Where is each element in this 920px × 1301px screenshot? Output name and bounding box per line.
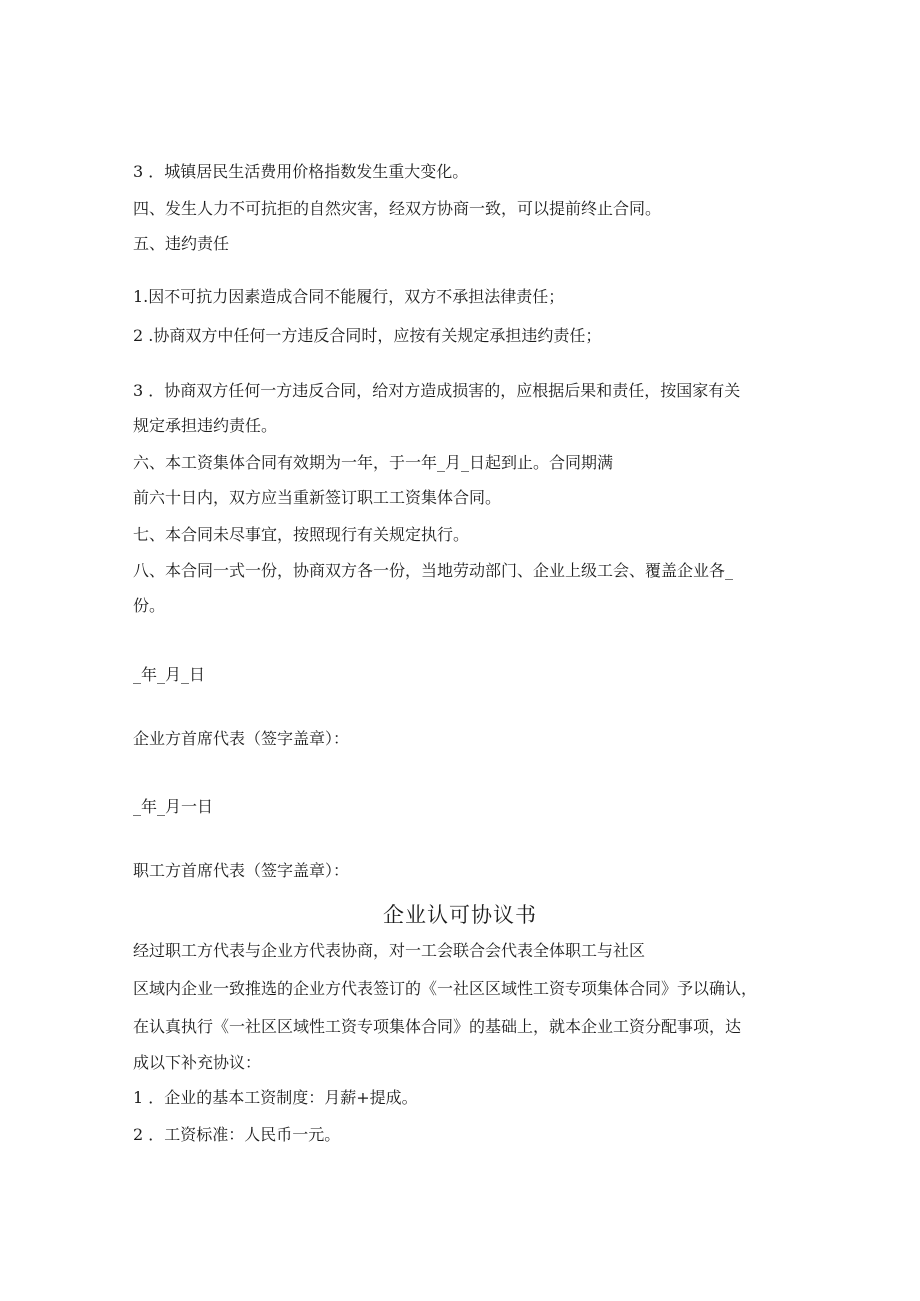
text-line: 份。 <box>133 596 166 615</box>
text-line: 八、本合同一式一份，协商双方各一份，当地劳动部门、企业上级工会、覆盖企业各_ <box>133 561 734 580</box>
text-line: 3 ．协商双方任何一方违反合同，给对方造成损害的，应根据后果和责任，按国家有关 <box>133 381 741 400</box>
document-title: 企业认可协议书 <box>383 903 537 927</box>
text-line: 3 ．城镇居民生活费用价格指数发生重大变化。 <box>133 162 469 181</box>
text-line: 在认真执行《一社区区域性工资专项集体合同》的基础上，就本企业工资分配事项，达 <box>133 1017 742 1036</box>
list-item: 1 ．企业的基本工资制度：月薪+提成。 <box>133 1088 418 1107</box>
enterprise-representative-label: 企业方首席代表（签字盖章）： <box>133 729 350 748</box>
text-line: 区域内企业一致推选的企业方代表签订的《一社区区域性工资专项集体合同》予以确认， <box>133 979 758 998</box>
text-line: 前六十日内，双方应当重新签订职工工资集体合同。 <box>133 488 502 507</box>
signature-date: _年_月_日 <box>133 665 206 684</box>
section-heading: 五、违约责任 <box>133 234 230 253</box>
text-line: 2 .协商双方中任何一方违反合同时，应按有关规定承担违约责任； <box>133 326 602 345</box>
list-item: 2 ．工资标准：人民币一元。 <box>133 1125 341 1144</box>
text-line: 成以下补充协议： <box>133 1053 262 1072</box>
text-line: 规定承担违约责任。 <box>133 416 278 435</box>
text-line: 经过职工方代表与企业方代表协商，对一工会联合会代表全体职工与社区 <box>133 941 646 960</box>
text-line: 七、本合同未尽事宜，按照现行有关规定执行。 <box>133 525 470 544</box>
text-line: 1.因不可抗力因素造成合同不能履行，双方不承担法律责任； <box>133 287 565 306</box>
text-line: 四、发生人力不可抗拒的自然灾害，经双方协商一致，可以提前终止合同。 <box>133 199 662 218</box>
signature-date: _年_月一日 <box>133 797 214 816</box>
text-line: 六、本工资集体合同有效期为一年，于一年_月_日起到止。合同期满 <box>133 453 614 472</box>
worker-representative-label: 职工方首席代表（签字盖章）： <box>133 861 350 880</box>
